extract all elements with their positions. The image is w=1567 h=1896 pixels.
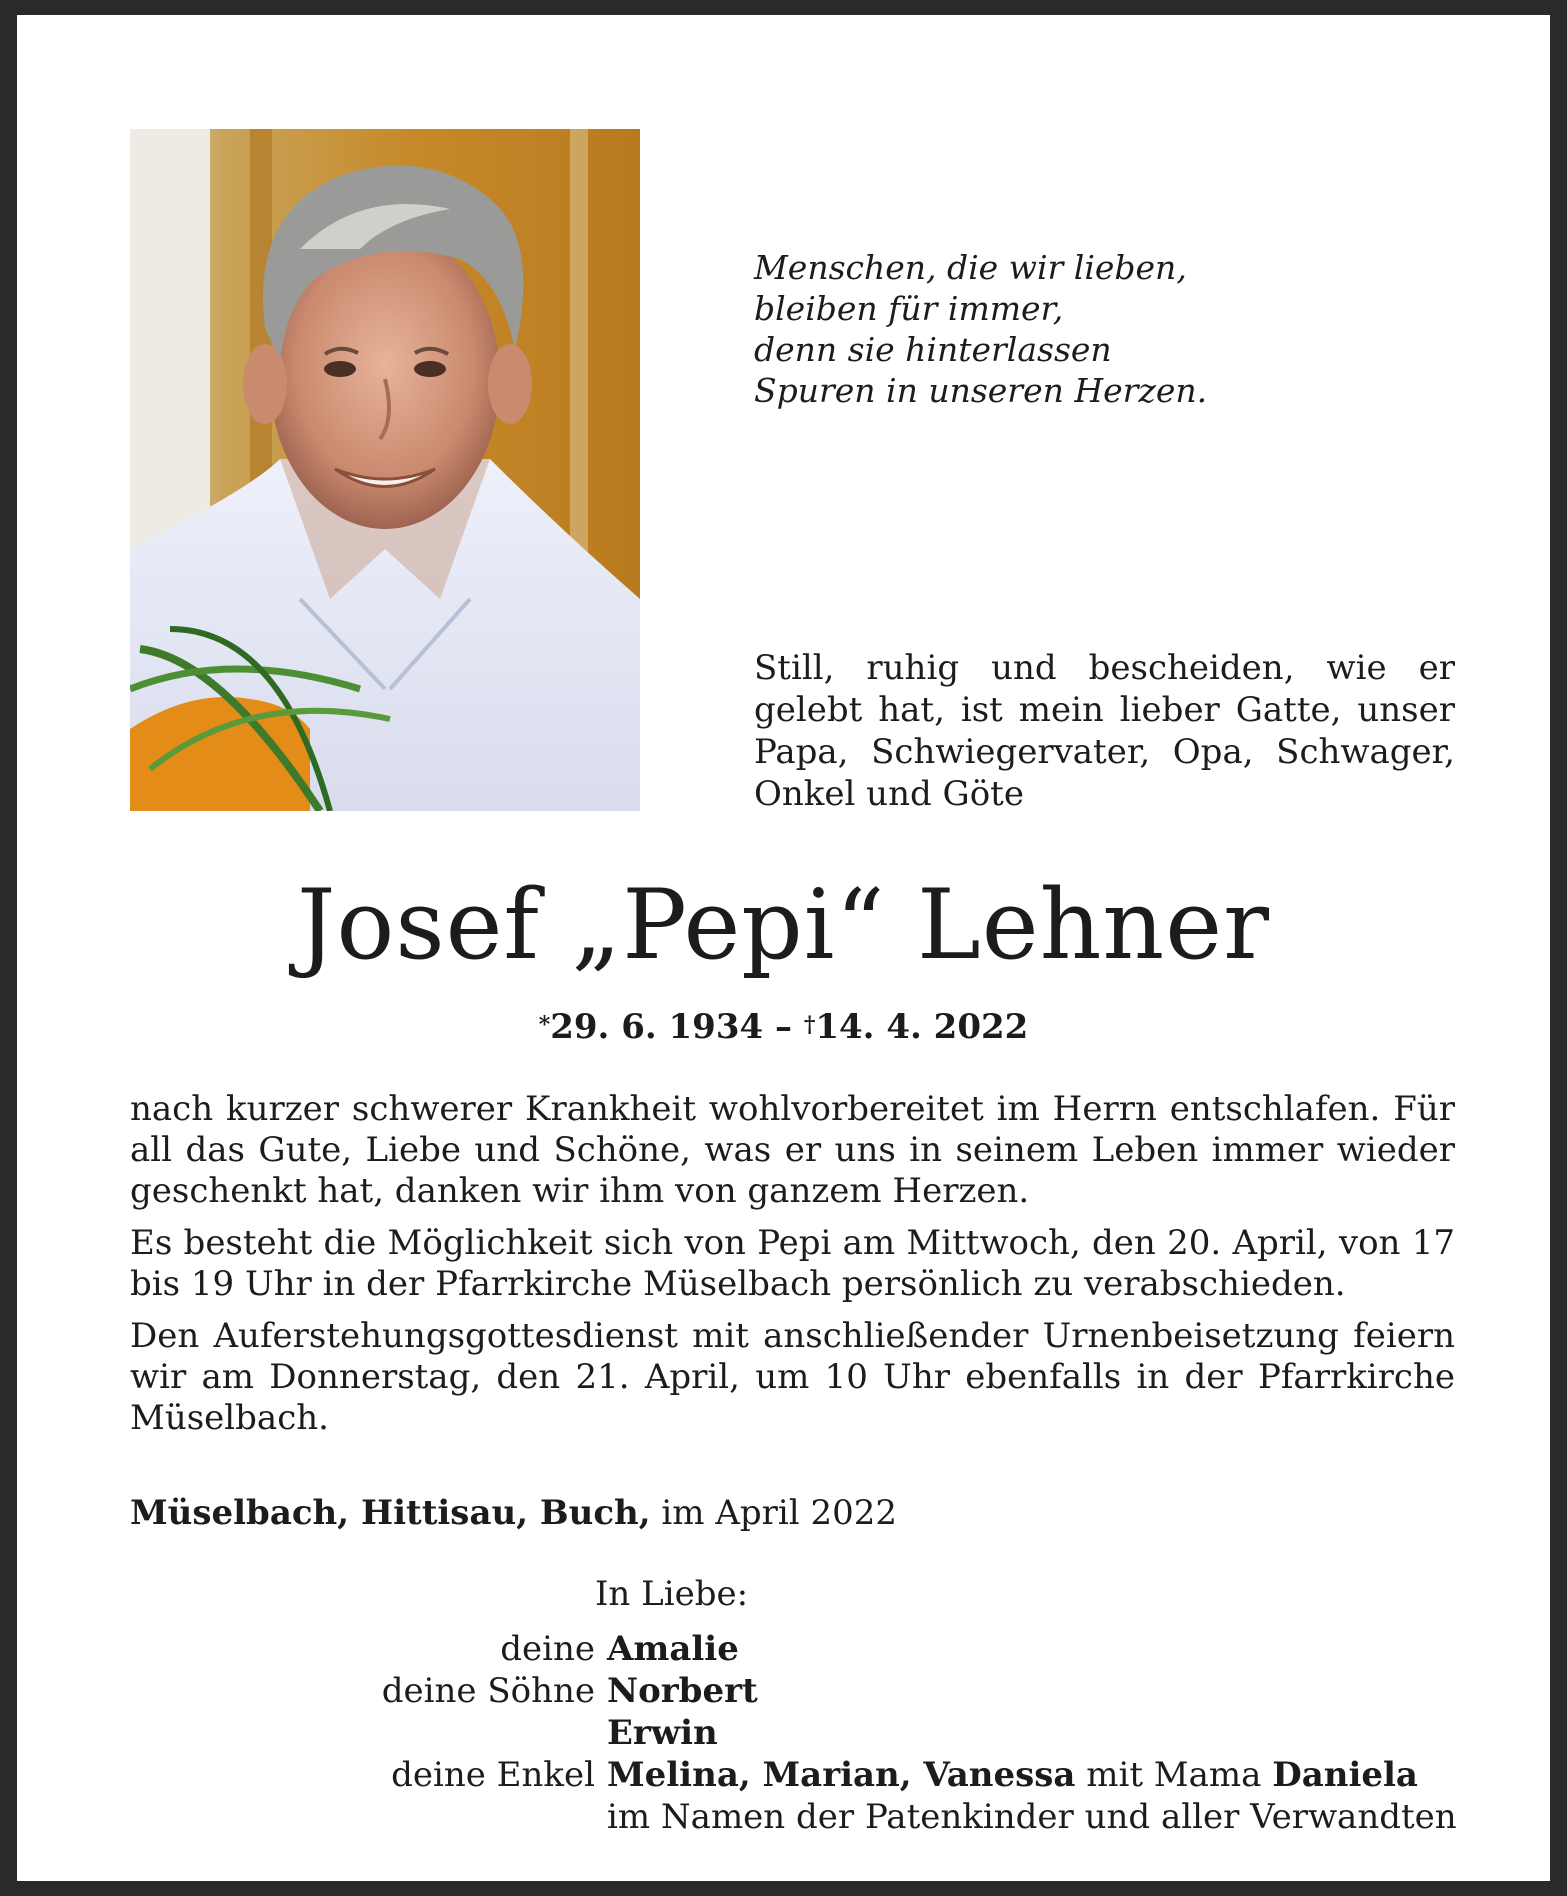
signature-names xyxy=(607,1712,1470,1754)
signature-relation: deine Enkel xyxy=(391,1755,595,1795)
memorial-quote xyxy=(754,247,1314,411)
body-paragraph: Es besteht die Möglichkeit sich von Pepi am Mittwoch, den 20. April, von 17 bis 19 Uhr in der Pfarrkirche Müselbach persönlich zu verabschieden. xyxy=(130,1223,1455,1304)
signature-closing: im Namen der Patenkinder und aller Verwandten xyxy=(607,1797,1457,1837)
signature-row xyxy=(130,1796,1470,1838)
life-dates xyxy=(17,1006,1550,1048)
signature-name: Erwin xyxy=(607,1713,718,1753)
signature-names xyxy=(607,1628,1470,1670)
signature-names xyxy=(607,1754,1470,1796)
obituary-sheet xyxy=(17,15,1550,1881)
love-heading: In Liebe: xyxy=(595,1574,749,1614)
signature-name: Norbert xyxy=(607,1671,758,1711)
signatures xyxy=(130,1628,1470,1838)
signature-relation xyxy=(130,1796,607,1838)
death-symbol: † xyxy=(803,1012,816,1038)
birth-date: 29. 6. 1934 xyxy=(550,1007,764,1047)
obituary-body xyxy=(130,1089,1455,1450)
birth-symbol: * xyxy=(538,1012,551,1038)
place-date: im April 2022 xyxy=(661,1493,897,1533)
intro-text: Still, ruhig und bescheiden, wie er gelebt hat, ist mein lieber Gatte, unser Papa, Schwiegervater, Opa, Schwager, Onkel und Göte xyxy=(754,648,1455,814)
quote-line: bleiben für immer, xyxy=(754,289,1064,328)
body-paragraph: Den Auferstehungsgottesdienst mit anschließender Urnenbeisetzung feiern wir am Donnerstag, den 21. April, um 10 Uhr ebenfalls in der Pfarrkirche Müselbach. xyxy=(130,1316,1455,1438)
place-locations: Müselbach, Hittisau, Buch, xyxy=(130,1493,651,1533)
deceased-name: Josef „Pepi“ Lehner xyxy=(297,869,1270,981)
quote-line: Spuren in unseren Herzen. xyxy=(754,371,1208,410)
death-date: 14. 4. 2022 xyxy=(815,1007,1029,1047)
quote-line: Menschen, die wir lieben, xyxy=(754,248,1187,287)
date-separator: – xyxy=(763,1007,804,1047)
portrait-photo xyxy=(130,129,640,811)
signature-relation: deine xyxy=(500,1629,595,1669)
signature-name: Melina, Marian, Vanessa xyxy=(607,1755,1076,1795)
quote-line: denn sie hinterlassen xyxy=(754,330,1112,369)
signature-name: Daniela xyxy=(1272,1755,1418,1795)
signature-relation xyxy=(130,1712,607,1754)
signature-row xyxy=(130,1628,1470,1670)
body-paragraph: nach kurzer schwerer Krankheit wohlvorbereitet im Herrn entschlafen. Für all das Gute, Liebe und Schöne, was er uns in seinem Leben immer wieder geschenkt hat, danken wir ihm von ganzem Herzen. xyxy=(130,1089,1455,1211)
signature-row xyxy=(130,1712,1470,1754)
signature-with: mit Mama xyxy=(1086,1755,1262,1795)
signature-row xyxy=(130,1670,1470,1712)
signature-row xyxy=(130,1754,1470,1796)
signature-names xyxy=(607,1670,1470,1712)
place-and-date xyxy=(130,1492,1455,1534)
signature-relation: deine Söhne xyxy=(381,1671,595,1711)
signature-name: Amalie xyxy=(607,1629,739,1669)
